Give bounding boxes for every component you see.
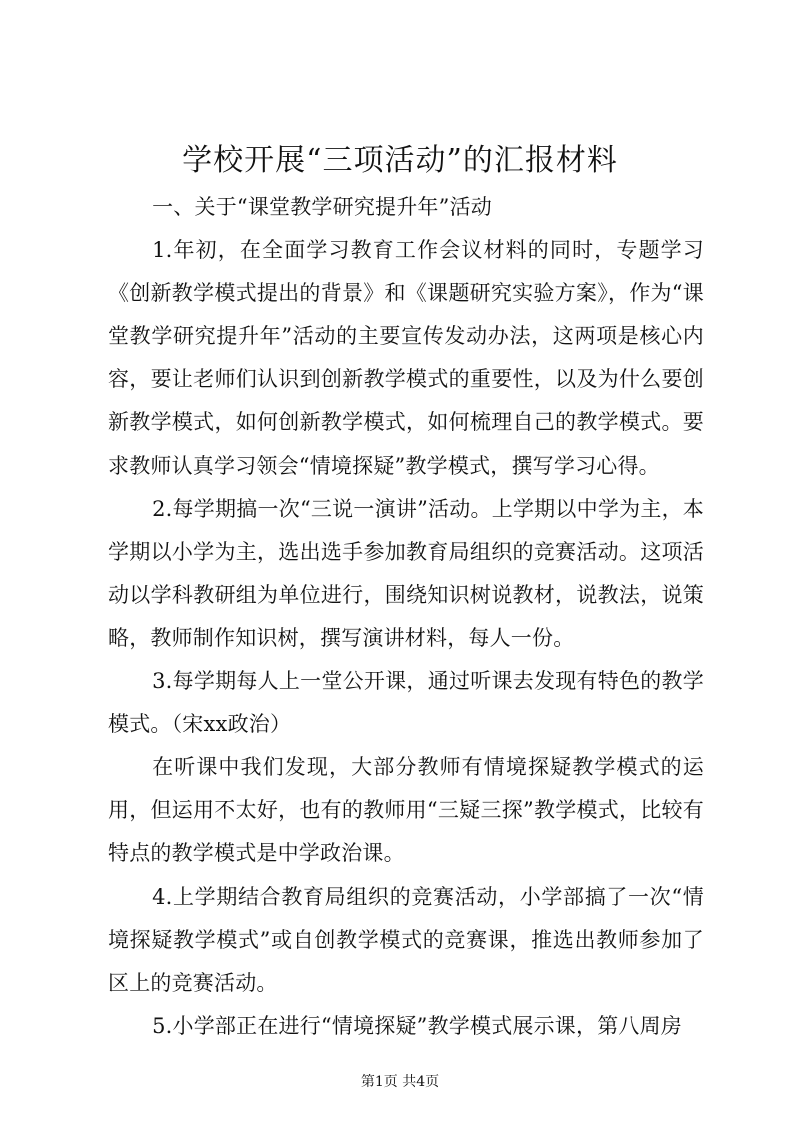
paragraph-item-2: 2.每学期搞一次“三说一演讲”活动。上学期以中学为主，本学期以小学为主，选出选手参加教育局组织的竞赛活动。这项活动以学科教研组为单位进行，围绕知识树说教材，说教法，说策略，教师制作知识树，撰写演讲材料，每人一份。 [108,496,704,650]
document-body [108,186,704,1048]
page-number: 第1页 共4页 [360,1074,440,1090]
paragraph-item-1: 1.年初，在全面学习教育工作会议材料的同时，专题学习《创新教学模式提出的背景》和《课题研究实验方案》，作为“课堂教学研究提升年”活动的主要宣传发动办法，这两项是核心内容，要让老师们认识到创新教学模式的重要性，以及为什么要创新教学模式，如何创新教学模式，如何梳理自己的教学模式。要求教师认真学习领会“情境探疑”教学模式，撰写学习心得。 [108,238,704,478]
paragraph-item-5: 5.小学部正在进行“情境探疑”教学模式展示课，第八周房 [152,1013,682,1038]
paragraph-item-4: 4.上学期结合教育局组织的竞赛活动，小学部搞了一次“情境探疑教学模式”或自创教学模式的竞赛课，推选出教师参加了区上的竞赛活动。 [108,884,704,995]
paragraph-item-3: 3.每学期每人上一堂公开课，通过听课去发现有特色的教学模式。（宋xx政治） [108,669,704,737]
section-heading: 一、关于“课堂教学研究提升年”活动 [152,195,492,219]
paragraph-observation: 在听课中我们发现，大部分教师有情境探疑教学模式的运用，但运用不太好，也有的教师用“三疑三探”教学模式，比较有特点的教学模式是中学政治课。 [108,755,704,866]
document-title: 学校开展“三项活动”的汇报材料 [182,143,618,178]
